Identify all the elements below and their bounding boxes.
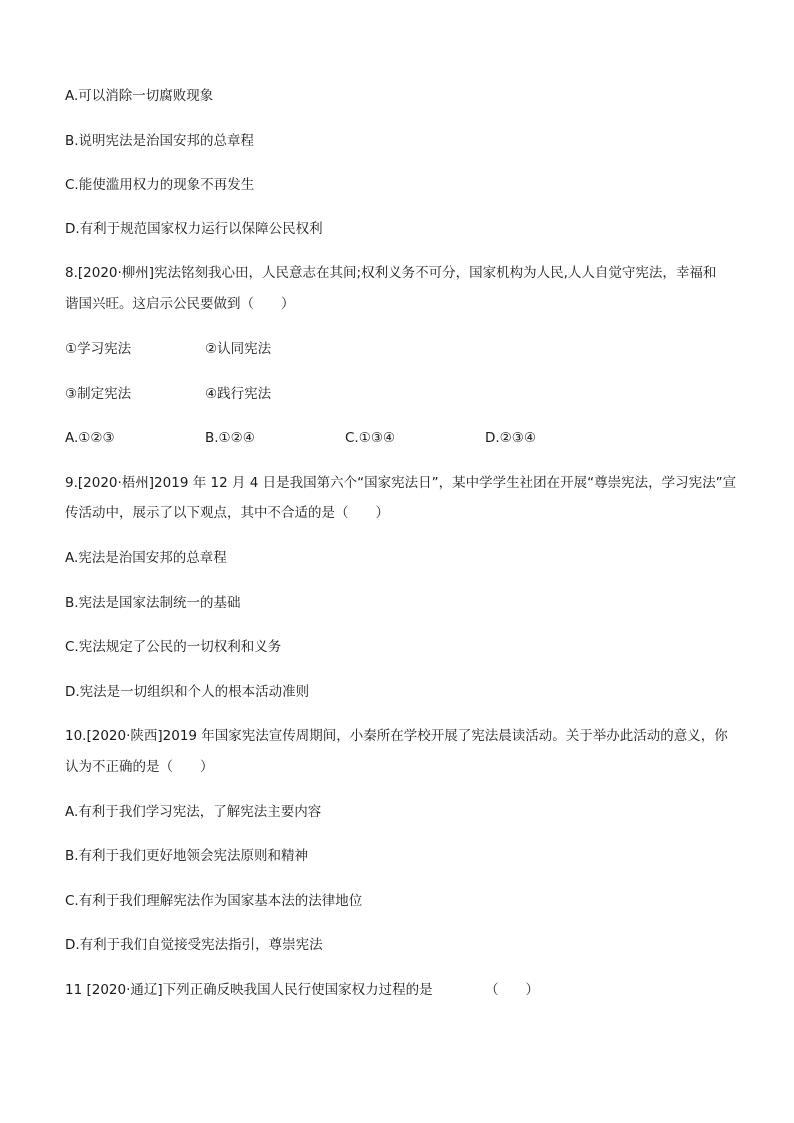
q7-option-a: A.可以消除一切腐败现象 — [65, 88, 214, 104]
q10-option-c: C.有利于我们理解宪法作为国家基本法的法律地位 — [65, 893, 363, 909]
q8-item-2: ②认同宪法 — [205, 341, 272, 357]
q8-stem-line2: 谐国兴旺。这启示公民要做到（ ） — [65, 296, 295, 312]
q10-stem-line1: 10.[2020·陕西]2019 年国家宪法宣传周期间，小秦所在学校开展了宪法晨读活动。关于举办此活动的意义，你 — [65, 728, 728, 744]
q8-item-3: ③制定宪法 — [65, 386, 132, 402]
q7-option-b: B.说明宪法是治国安邦的总章程 — [65, 133, 255, 149]
q8-item-4: ④践行宪法 — [205, 386, 272, 402]
q8-option-c: C.①③④ — [345, 430, 396, 446]
q9-option-a: A.宪法是治国安邦的总章程 — [65, 550, 227, 566]
q10-option-a: A.有利于我们学习宪法，了解宪法主要内容 — [65, 804, 322, 820]
q9-stem-line1: 9.[2020·梧州]2019 年 12 月 4 日是我国第六个“国家宪法日”，某中学学生社团在开展“尊崇宪法，学习宪法”宣 — [65, 475, 737, 491]
q8-option-d: D.②③④ — [485, 430, 536, 446]
q8-option-b: B.①②④ — [205, 430, 255, 446]
q9-option-c: C.宪法规定了公民的一切权利和义务 — [65, 639, 282, 655]
q7-option-d: D.有利于规范国家权力运行以保障公民权利 — [65, 221, 323, 237]
q10-option-d: D.有利于我们自觉接受宪法指引，尊崇宪法 — [65, 937, 323, 953]
q11-bracket: （ ） — [485, 982, 539, 998]
q9-option-b: B.宪法是国家法制统一的基础 — [65, 595, 241, 611]
q8-stem-line1: 8.[2020·柳州]宪法铭刻我心田，人民意志在其间;权利义务不可分，国家机构为人民,人人自觉守宪法，幸福和 — [65, 265, 717, 281]
q8-option-a: A.①②③ — [65, 430, 115, 446]
q11-stem: 11 [2020·通辽]下列正确反映我国人民行使国家权力过程的是 — [65, 982, 433, 998]
q7-option-c: C.能使滥用权力的现象不再发生 — [65, 177, 255, 193]
q9-option-d: D.宪法是一切组织和个人的根本活动准则 — [65, 684, 310, 700]
q8-item-1: ①学习宪法 — [65, 341, 132, 357]
q10-option-b: B.有利于我们更好地领会宪法原则和精神 — [65, 848, 309, 864]
q9-stem-line2: 传活动中，展示了以下观点，其中不合适的是（ ） — [65, 505, 389, 521]
q10-stem-line2: 认为不正确的是（ ） — [65, 759, 214, 775]
